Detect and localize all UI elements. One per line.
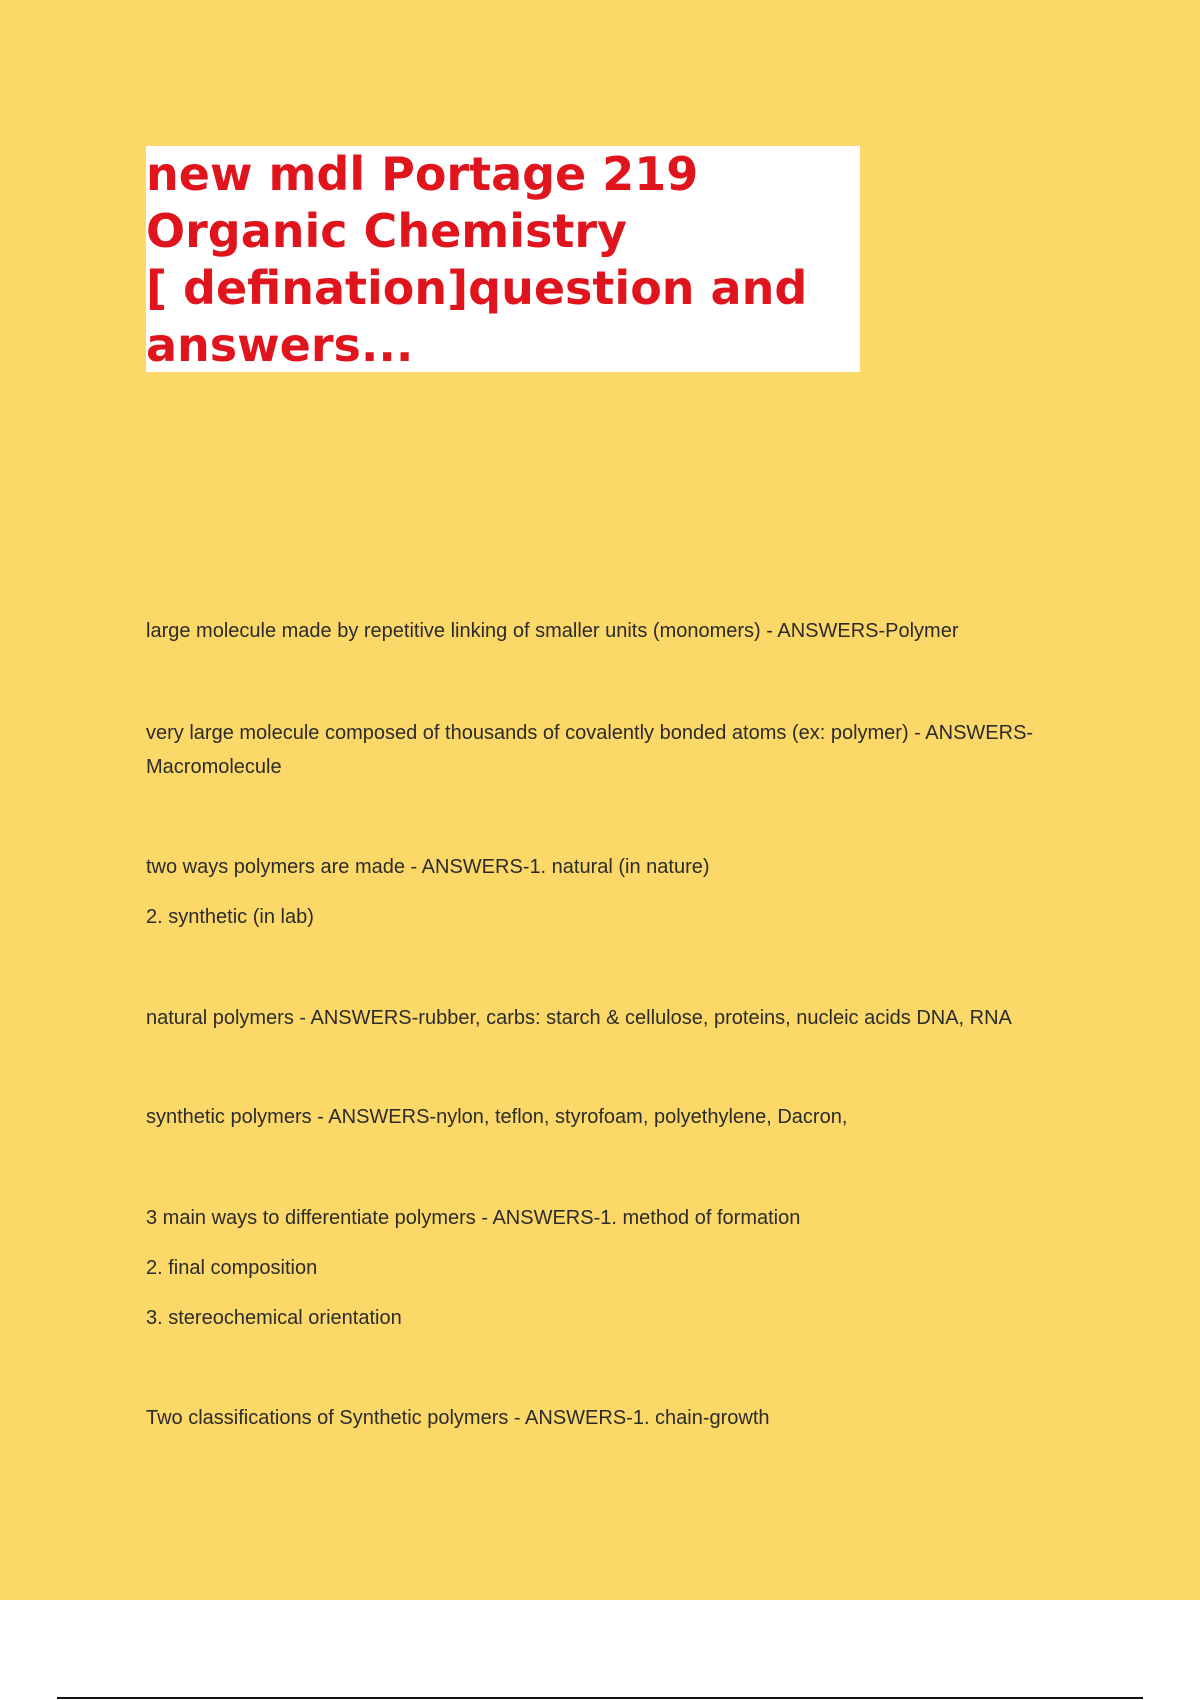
footer-divider — [57, 1697, 1143, 1699]
qa-item — [146, 850, 1106, 934]
qa-text: natural polymers - ANSWERS-rubber, carbs: starch & cellulose, proteins, nucleic acids DNA, RNA — [146, 1007, 1012, 1029]
qa-text: two ways polymers are made - ANSWERS-1. natural (in nature) — [146, 856, 710, 878]
qa-text: 2. synthetic (in lab) — [146, 906, 314, 928]
qa-text: synthetic polymers - ANSWERS-nylon, teflon, styrofoam, polyethylene, Dacron, — [146, 1106, 848, 1128]
title-line: Organic Chemistry — [146, 204, 628, 258]
qa-item — [146, 1001, 1106, 1035]
qa-item — [146, 1201, 1106, 1335]
qa-item — [146, 614, 1106, 648]
qa-text: 3 main ways to differentiate polymers - ANSWERS-1. method of formation — [146, 1207, 801, 1229]
qa-text: 3. stereochemical orientation — [146, 1307, 402, 1329]
document-title — [146, 146, 860, 374]
qa-item — [146, 716, 1036, 784]
qa-text: Two classifications of Synthetic polymers - ANSWERS-1. chain-growth — [146, 1407, 770, 1429]
qa-item — [146, 1100, 1106, 1134]
qa-text: 2. final composition — [146, 1257, 318, 1279]
title-line: [ defination]question and — [146, 261, 808, 315]
title-line: new mdl Portage 219 — [146, 147, 699, 201]
title-line: answers... — [146, 318, 414, 372]
qa-text: large molecule made by repetitive linking of smaller units (monomers) - ANSWERS-Polymer — [146, 620, 959, 642]
qa-text: very large molecule composed of thousands of covalently bonded atoms (ex: polymer) - ANSWERS-Macromolecule — [146, 722, 1034, 778]
qa-item — [146, 1401, 1106, 1435]
